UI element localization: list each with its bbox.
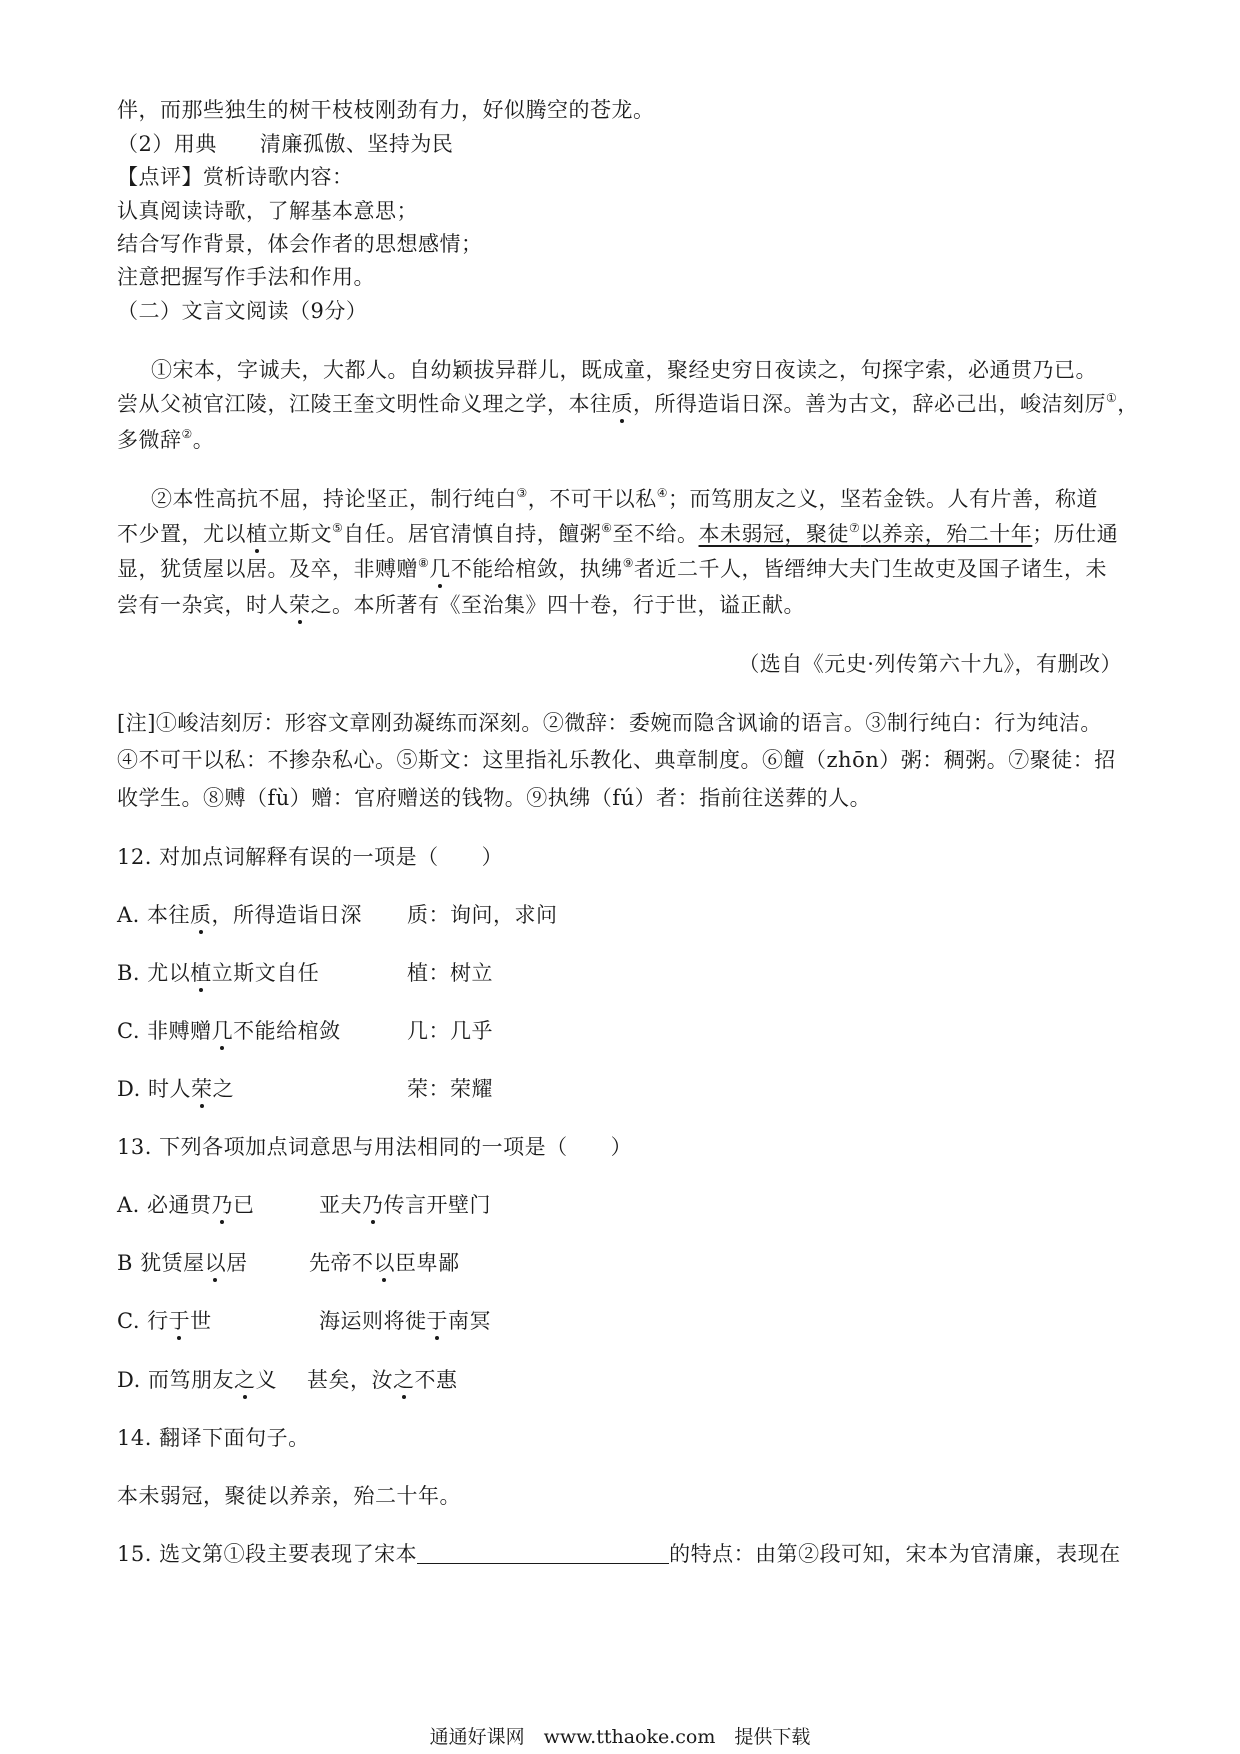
text-run: 多微辞 [117, 428, 182, 452]
text-run: 世 [190, 1309, 212, 1333]
dotted-word: 植 [246, 522, 268, 546]
q13-stem: 13. 下列各项加点词意思与用法相同的一项是（ ） [117, 1135, 633, 1159]
q14-stem: 14. 翻译下面句子。 [117, 1426, 310, 1450]
text-run: 者近二千人，皆缙绅大夫门生故吏及国子诸生，未 [634, 557, 1108, 581]
text-run: 义 [255, 1368, 277, 1392]
text-run: 显，犹赁屋以居。及卒，非赙赠 [117, 557, 418, 581]
comment-heading: 【点评】赏析诗歌内容： [117, 165, 354, 189]
notes-line-1: [注]①峻洁刻厉：形容文章刚劲凝练而深刻。②微辞：委婉而隐含讽谕的语言。③制行纯白：行为纯洁。 [117, 711, 1102, 735]
dotted-word: 以 [204, 1251, 227, 1275]
dotted-word: 几 [429, 557, 451, 581]
text-run: 之。本所著有《至治集》四十卷，行于世，谥正献。 [310, 593, 805, 617]
text-run: 海运则将徙 [319, 1309, 427, 1333]
notes-line-2: ④不可干以私：不掺杂私心。⑤斯文：这里指礼乐教化、典章制度。⑥饘（zhōn）粥：稠粥。⑦聚徒：招 [117, 748, 1116, 772]
dotted-word: 乃 [211, 1193, 234, 1217]
option-explanation: 荣：荣耀 [407, 1077, 493, 1101]
text-run: 之 [212, 1077, 234, 1101]
text-run: 尝从父祯官江陵，江陵王奎文明性命义理之学，本往 [117, 392, 612, 416]
q13-option-b [117, 1249, 460, 1277]
comment-line-3: 注意把握写作手法和作用。 [117, 265, 375, 289]
footnote-marker: ⑤ [332, 521, 344, 535]
passage-p2-line-2 [117, 520, 1118, 548]
text-run: 不惠 [414, 1368, 458, 1392]
text-run: C. 行 [117, 1309, 169, 1333]
footnote-marker: ⑥ [601, 521, 613, 535]
dotted-word: 乃 [362, 1193, 384, 1217]
q12-option-d [117, 1075, 493, 1103]
text-run: ②本性高抗不屈，持论坚正，制行纯白 [151, 487, 517, 511]
footnote-marker: ⑨ [622, 556, 635, 570]
dotted-word: 几 [211, 1019, 234, 1043]
page-footer: 通通好课网 www.tthaoke.com 提供下载 [429, 1726, 811, 1748]
option-text [117, 959, 407, 987]
option-text [117, 901, 407, 929]
text-run: ，所得造诣日深 [211, 903, 363, 927]
text-run: 立斯文 [267, 522, 332, 546]
text-run: 居 [226, 1251, 248, 1275]
option-text [117, 1249, 309, 1277]
q13-option-c [117, 1307, 491, 1335]
text-run: ；而笃朋友之义，坚若金铁。人有片善，称道 [668, 487, 1099, 511]
text-run: C. 非赙赠 [117, 1019, 212, 1043]
text-run: A. 本往 [117, 903, 191, 927]
section-heading: （二）文言文阅读（9分） [117, 299, 368, 323]
option-text [117, 1307, 319, 1335]
text-run: 臣卑鄙 [395, 1251, 460, 1275]
footnote-marker: ⑧ [418, 556, 430, 570]
dotted-word: 以 [373, 1251, 395, 1275]
text-run: 立斯文自任 [211, 961, 320, 985]
text-run: D. 而笃朋友 [117, 1368, 234, 1392]
dotted-word: 质 [611, 392, 633, 416]
text-run: 的特点：由第②段可知，宋本为官清廉，表现在 [669, 1542, 1121, 1566]
text-run: 至不给。 [612, 522, 699, 546]
notes-line-3: 收学生。⑧赙（fù）赠：官府赠送的钱物。⑨执绋（fú）者：指前往送葬的人。 [117, 786, 872, 810]
passage-p2-line-4 [117, 591, 805, 619]
text-run: ， [1117, 392, 1139, 416]
q13-option-a [117, 1191, 491, 1219]
passage-p1-line-3 [117, 426, 214, 454]
answer-line-2: （2）用典 清廉孤傲、坚持为民 [117, 132, 454, 156]
text-run: 自任。居官清慎自持，饘粥 [343, 522, 602, 546]
answer-blank[interactable] [417, 1543, 669, 1564]
text-run: 。 [192, 428, 215, 452]
text-run: B 犹赁屋 [117, 1251, 205, 1275]
q15-stem [117, 1540, 1121, 1568]
option-text [117, 1191, 319, 1219]
text-run: A. 必通贯 [117, 1193, 212, 1217]
option-explanation: 质：询问，求问 [407, 903, 558, 927]
text-run: ，所得造诣日深。善为古文，辞必己出，峻洁刻厉 [633, 392, 1106, 416]
option-explanation: 植：树立 [407, 961, 493, 985]
text-run: 不能给棺敛 [233, 1019, 341, 1043]
text-run: B. 尤以 [117, 961, 191, 985]
comment-line-1: 认真阅读诗歌，了解基本意思； [117, 199, 418, 223]
q12-option-a [117, 901, 558, 929]
dotted-word: 荣 [190, 1077, 213, 1101]
comment-line-2: 结合写作背景，体会作者的思想感情； [117, 232, 483, 256]
dotted-word: 之 [393, 1368, 415, 1392]
text-run: 不少置，尤以 [117, 522, 246, 546]
text-run: 甚矣，汝 [307, 1368, 393, 1392]
text-run: D. 时人 [117, 1077, 191, 1101]
q12-stem: 12. 对加点词解释有误的一项是（ ） [117, 845, 504, 869]
q13-option-d [117, 1366, 458, 1394]
footnote-marker: ② [181, 427, 193, 441]
passage-source: （选自《元史·列传第六十九》，有删改） [738, 652, 1122, 676]
footnote-marker: ① [1106, 391, 1118, 405]
passage-p2-line-3 [117, 555, 1107, 583]
passage-p1-line-2 [117, 390, 1139, 418]
dotted-word: 之 [233, 1368, 256, 1392]
footnote-marker: ④ [656, 486, 669, 500]
passage-p1-line-1: ①宋本，字诚夫，大都人。自幼颖拔异群儿，既成童，聚经史穷日夜读之，句探字索，必通贯乃已。 [151, 358, 1097, 382]
option-explanation: 几：几乎 [407, 1019, 493, 1043]
text-run: ；历仕通 [1032, 522, 1119, 546]
text-run: 尝有一杂宾，时人 [117, 593, 289, 617]
q14-sentence: 本未弱冠，聚徒以养亲，殆二十年。 [117, 1484, 461, 1508]
option-text [117, 1366, 307, 1394]
footnote-marker: ⑦ [849, 521, 861, 535]
text-run: 15. 选文第①段主要表现了宋本 [117, 1542, 418, 1566]
dotted-word: 荣 [289, 593, 311, 617]
text-run: 亚夫 [319, 1193, 362, 1217]
footnote-marker: ③ [516, 486, 528, 500]
text-run: 不能给棺敛，执绋 [450, 557, 623, 581]
text-run: 南冥 [448, 1309, 491, 1333]
dotted-word: 于 [426, 1309, 448, 1333]
text-run: 以养亲，殆二十年 [860, 522, 1033, 546]
passage-p2-line-1 [151, 485, 1098, 513]
text-run: 传言开壁门 [383, 1193, 491, 1217]
dotted-word: 质 [190, 903, 212, 927]
text-run: 已 [233, 1193, 255, 1217]
text-run: 本未弱冠，聚徒 [698, 522, 850, 546]
dotted-word: 植 [190, 961, 212, 985]
underlined-sentence [699, 522, 1033, 546]
answer-line-1: 伴，而那些独生的树干枝枝刚劲有力，好似腾空的苍龙。 [117, 98, 655, 122]
q12-option-c [117, 1017, 493, 1045]
dotted-word: 于 [168, 1309, 191, 1333]
option-text [117, 1075, 407, 1103]
text-run: ，不可干以私 [527, 487, 657, 511]
option-text [117, 1017, 407, 1045]
q12-option-b [117, 959, 493, 987]
text-run: 先帝不 [309, 1251, 374, 1275]
